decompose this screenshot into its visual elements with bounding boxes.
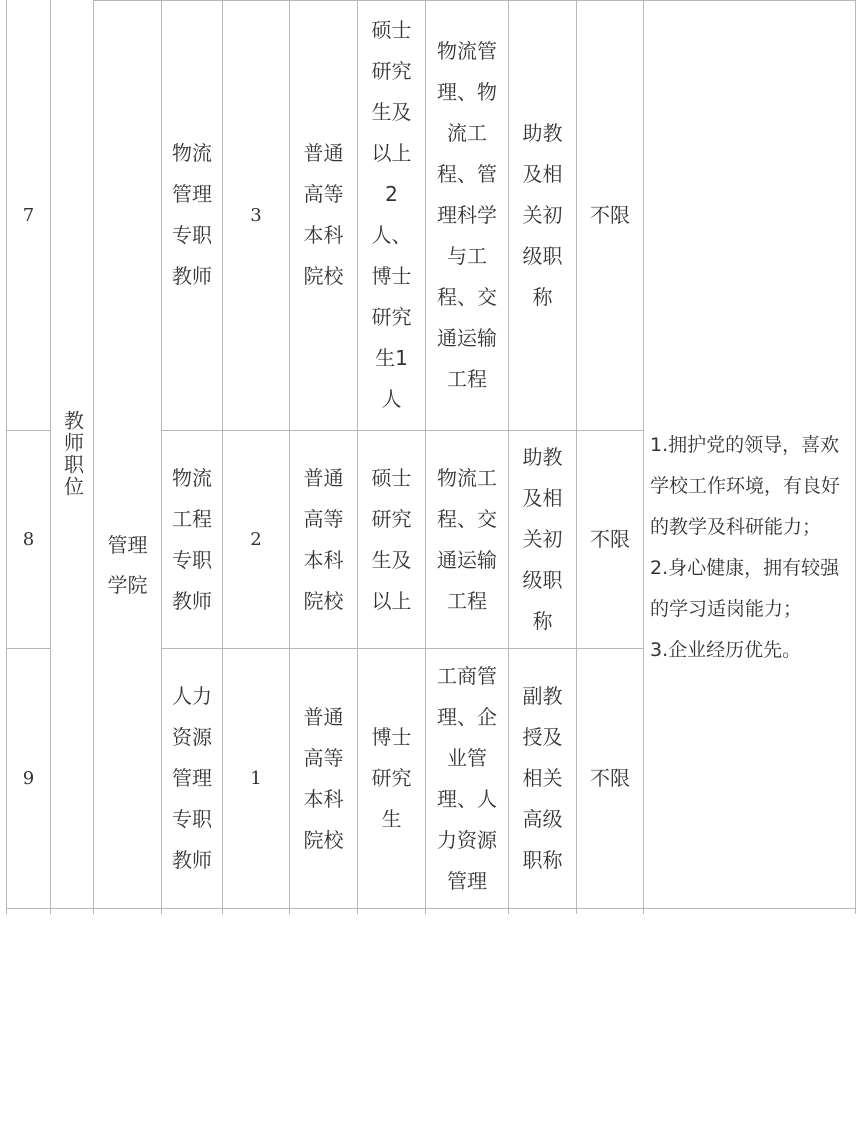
requirements-cell [650, 425, 858, 671]
row-number: 9 [22, 768, 35, 789]
degree-requirement: 硕士 研究 生及 以上 2 人、 博士 研究 生1 人 [371, 18, 412, 411]
title-requirement: 助教 及相 关初 级职 称 [522, 445, 563, 633]
row-number: 8 [22, 529, 35, 550]
major-requirement: 工商管 理、企 业管 理、人 力资源 管理 [437, 663, 497, 893]
position-name: 物流 管理 专职 教师 [172, 141, 212, 288]
major-requirement: 物流工 程、交 通运输 工程 [437, 465, 497, 613]
title-requirement: 副教 授及 相关 高级 职称 [522, 684, 563, 872]
major-requirement: 物流管 理、物 流工 程、管 理科学 与工 程、交 通运输 工程 [437, 38, 497, 391]
position-name: 人力 资源 管理 专职 教师 [172, 684, 212, 872]
degree-requirement: 博士 研究 生 [371, 725, 412, 831]
school-type: 普通 高等 本科 院校 [303, 141, 344, 288]
category-cell [51, 0, 93, 908]
requirement-item: 3.企业经历优先。 [650, 639, 802, 661]
degree-requirement: 硕士 研究 生及 以上 [371, 465, 412, 613]
age-requirement: 不限 [590, 527, 630, 551]
school-type: 普通 高等 本科 院校 [303, 704, 344, 852]
hiring-count: 3 [250, 204, 262, 226]
grid-line [643, 0, 644, 914]
school-type: 普通 高等 本科 院校 [303, 465, 344, 613]
requirement-item: 1.拥护党的领导，喜欢学校工作环境，有良好的教学及科研能力； [650, 434, 841, 538]
age-requirement: 不限 [590, 202, 630, 227]
department-cell [94, 0, 161, 1130]
position-name: 物流 工程 专职 教师 [172, 465, 212, 613]
age-requirement: 不限 [590, 766, 630, 790]
row-number: 7 [22, 204, 35, 226]
hiring-count: 1 [250, 768, 262, 789]
requirement-item: 2.身心健康，拥有较强的学习适岗能力； [650, 557, 840, 620]
department-label: 管理 学院 [107, 533, 148, 597]
hiring-count: 2 [250, 529, 262, 550]
category-label: 教师职位 [60, 410, 85, 498]
title-requirement: 助教 及相 关初 级职 称 [522, 120, 563, 309]
